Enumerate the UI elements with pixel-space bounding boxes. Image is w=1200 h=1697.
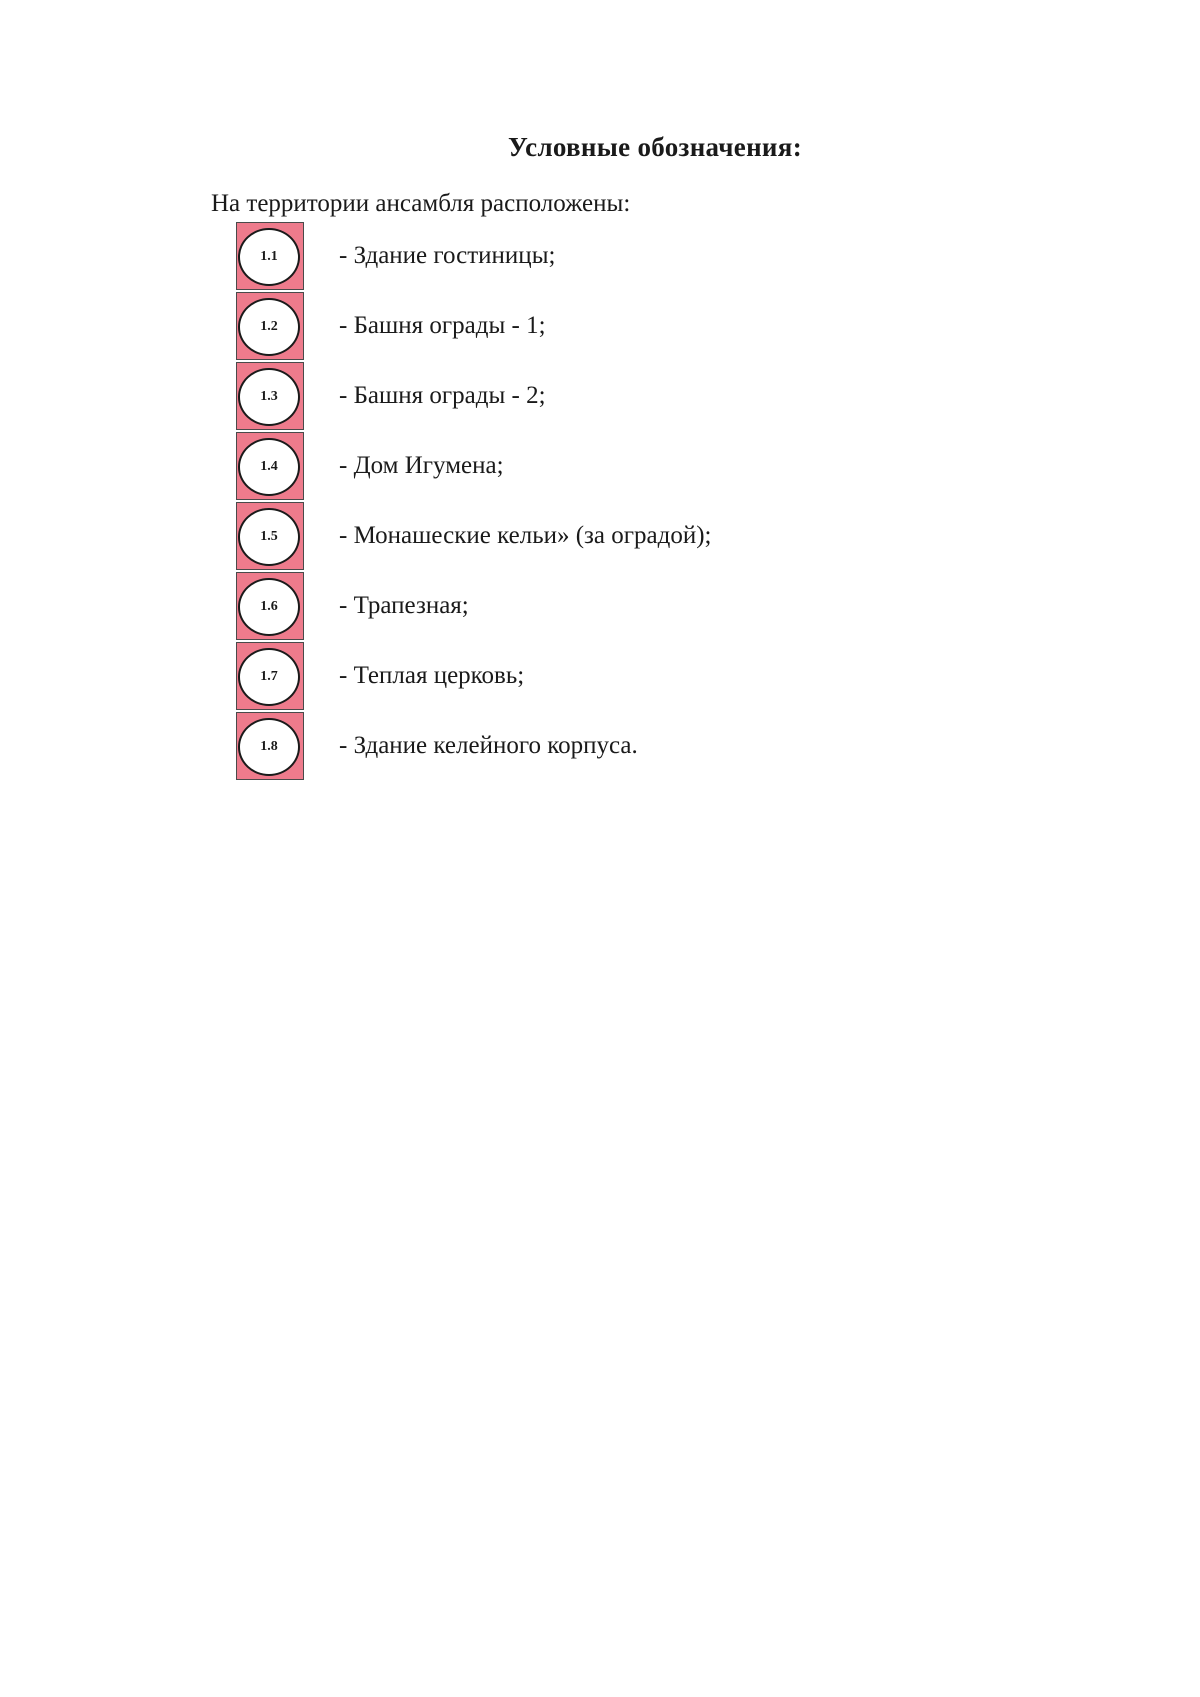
legend-marker (236, 222, 304, 290)
legend-label: - Здание келейного корпуса. (339, 732, 638, 759)
marker-number: 1.3 (260, 389, 278, 404)
legend-marker (236, 642, 304, 710)
legend-label: - Трапезная; (339, 592, 469, 619)
legend-marker (236, 432, 304, 500)
legend-item (236, 222, 936, 292)
marker-circle (238, 578, 300, 636)
marker-number: 1.8 (260, 739, 278, 754)
legend-item (236, 642, 936, 712)
legend-label: - Теплая церковь; (339, 662, 525, 689)
marker-number: 1.7 (260, 669, 278, 684)
marker-circle (238, 368, 300, 426)
legend-marker (236, 712, 304, 780)
marker-circle (238, 508, 300, 566)
marker-circle (238, 438, 300, 496)
legend-item (236, 712, 936, 782)
marker-number: 1.4 (260, 459, 278, 474)
page-title: Условные обозначения: (507, 132, 802, 162)
marker-number: 1.2 (260, 319, 278, 334)
marker-circle (238, 648, 300, 706)
legend-label: - Башня ограды - 1; (339, 312, 546, 339)
marker-number: 1.5 (260, 529, 278, 544)
legend-label: - Башня ограды - 2; (339, 382, 546, 409)
marker-number: 1.1 (260, 249, 278, 264)
legend-item (236, 572, 936, 642)
legend-marker (236, 572, 304, 640)
legend-label: - Дом Игумена; (339, 452, 504, 479)
legend-item (236, 502, 936, 572)
legend-item (236, 292, 936, 362)
legend-item (236, 432, 936, 502)
legend-label: - Монашеские кельи» (за оградой); (339, 522, 712, 549)
legend-marker (236, 502, 304, 570)
marker-circle (238, 228, 300, 286)
marker-circle (238, 718, 300, 776)
legend-item (236, 362, 936, 432)
legend-marker (236, 292, 304, 360)
intro-text: На территории ансамбля расположены: (211, 190, 631, 217)
legend-label: - Здание гостиницы; (339, 242, 556, 269)
marker-circle (238, 298, 300, 356)
legend-marker (236, 362, 304, 430)
legend-list (236, 222, 936, 782)
marker-number: 1.6 (260, 599, 278, 614)
